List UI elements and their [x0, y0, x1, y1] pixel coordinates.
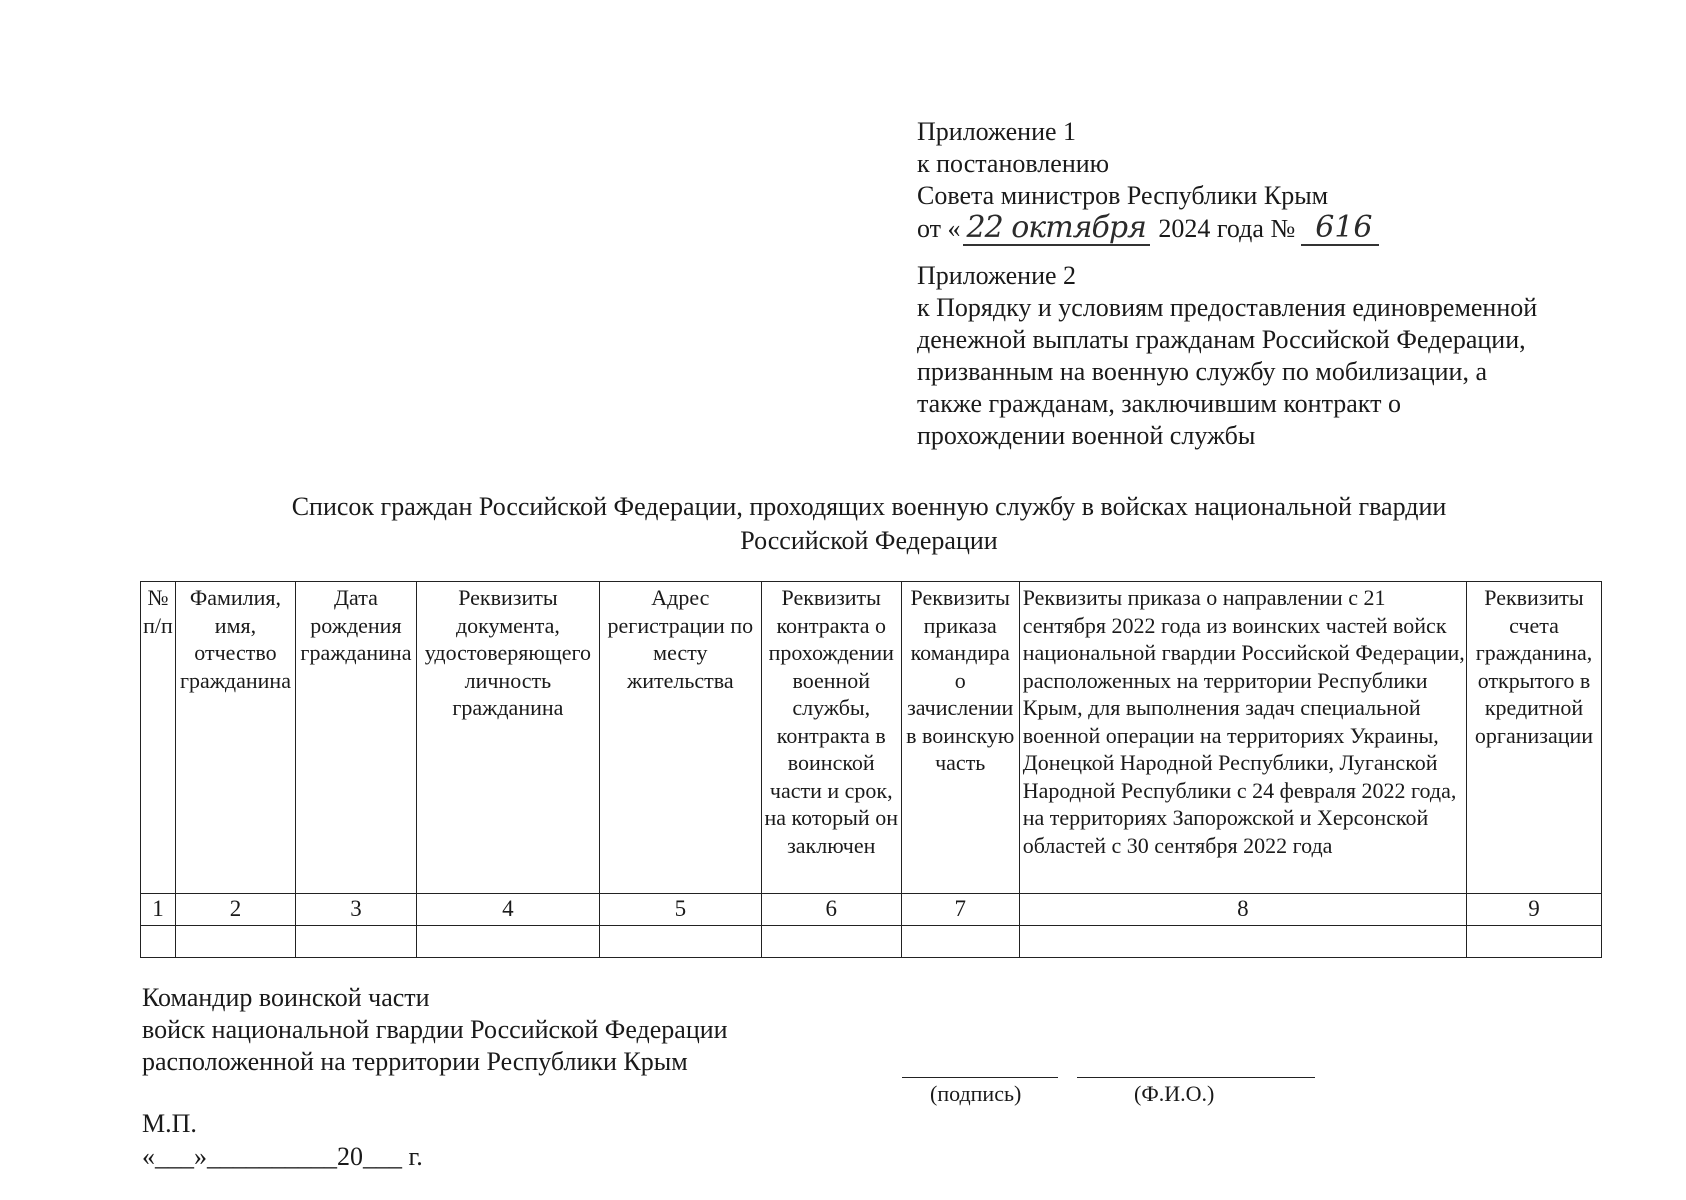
resolution-label: к постановлению: [917, 149, 1110, 178]
header-cell-contract: Реквизиты контракта о прохождении военной службы, контракта в воинской части и срок, на который он заключен: [761, 582, 901, 894]
ref-line-5: прохождении военной службы: [917, 421, 1256, 450]
date-prefix: от «: [917, 214, 961, 243]
ref-line-3: призванным на военную службу по мобилизации, а: [917, 357, 1488, 386]
table-cell: [599, 926, 761, 958]
table-header-row: [141, 582, 1602, 894]
header-cell-id-document: Реквизиты документа, удостоверяющего личность гражданина: [416, 582, 599, 894]
commander-signature-block: [142, 982, 728, 1078]
column-number-cell: 8: [1019, 894, 1466, 926]
appendix-2-label: Приложение 2: [917, 261, 1077, 290]
table-cell: [1019, 926, 1466, 958]
header-cell-number: № п/п: [141, 582, 176, 894]
commander-line-3: расположенной на территории Республики Крым: [142, 1047, 688, 1076]
document-title: [200, 490, 1538, 558]
ref-line-4: также гражданам, заключившим контракт о: [917, 389, 1401, 418]
column-number-cell: 7: [901, 894, 1019, 926]
commander-line-2: войск национальной гвардии Российской Федерации: [142, 1015, 728, 1044]
ref-line-2: денежной выплаты гражданам Российской Федерации,: [917, 325, 1526, 354]
handwritten-date: 22 октября: [963, 212, 1150, 246]
signature-label: (подпись): [930, 1081, 1022, 1106]
table-cell: [141, 926, 176, 958]
table-number-row: [141, 894, 1602, 926]
column-number-cell: 3: [295, 894, 416, 926]
header-cell-bank-account: Реквизиты счета гражданина, открытого в кредитной организации: [1466, 582, 1601, 894]
column-number-cell: 5: [599, 894, 761, 926]
date-placeholder: «___»__________20___ г.: [142, 1142, 423, 1171]
name-label: (Ф.И.О.): [1134, 1081, 1215, 1106]
stamp-place-label: М.П.: [142, 1109, 197, 1138]
title-line-1: Список граждан Российской Федерации, проходящих военную службу в войсках национальной гвардии: [291, 492, 1447, 521]
date-mid: 2024 года №: [1158, 214, 1296, 243]
column-number-cell: 4: [416, 894, 599, 926]
table-cell: [1466, 926, 1601, 958]
appendix-1-label: Приложение 1: [917, 117, 1077, 146]
handwritten-number: 616: [1301, 212, 1378, 246]
table-row: [141, 926, 1602, 958]
header-cell-birth-date: Дата рождения гражданина: [295, 582, 416, 894]
table-cell: [295, 926, 416, 958]
table-cell: [175, 926, 295, 958]
title-line-2: Российской Федерации: [740, 526, 998, 555]
resolution-date-line: [917, 212, 1657, 246]
table-cell: [901, 926, 1019, 958]
commander-line-1: Командир воинской части: [142, 983, 430, 1012]
ref-line-1: к Порядку и условиям предоставления единовременной: [917, 293, 1538, 322]
column-number-cell: 2: [175, 894, 295, 926]
column-number-cell: 6: [761, 894, 901, 926]
table-cell: [416, 926, 599, 958]
citizens-table: [140, 581, 1602, 958]
appendix-header: [917, 116, 1657, 452]
column-number-cell: 1: [141, 894, 176, 926]
table-cell: [761, 926, 901, 958]
header-cell-address: Адрес регистрации по месту жительства: [599, 582, 761, 894]
header-cell-enrollment-order: Реквизиты приказа командира о зачислении в воинскую часть: [901, 582, 1019, 894]
column-number-cell: 9: [1466, 894, 1601, 926]
header-cell-full-name: Фамилия, имя, отчество гражданина: [175, 582, 295, 894]
header-cell-deployment-order: Реквизиты приказа о направлении с 21 сентября 2022 года из воинских частей войск национальной гвардии Российской Федерации, расположенных на территории Республики Крым, для выполнения задач специальной военной операции на территориях Украины, Донецкой Народной Республики, Луганской Народной Республики с 24 февраля 2022 года, на территориях Запорожской и Херсонской областей с 30 сентября 2022 года: [1019, 582, 1466, 894]
council-label: Совета министров Республики Крым: [917, 181, 1329, 210]
